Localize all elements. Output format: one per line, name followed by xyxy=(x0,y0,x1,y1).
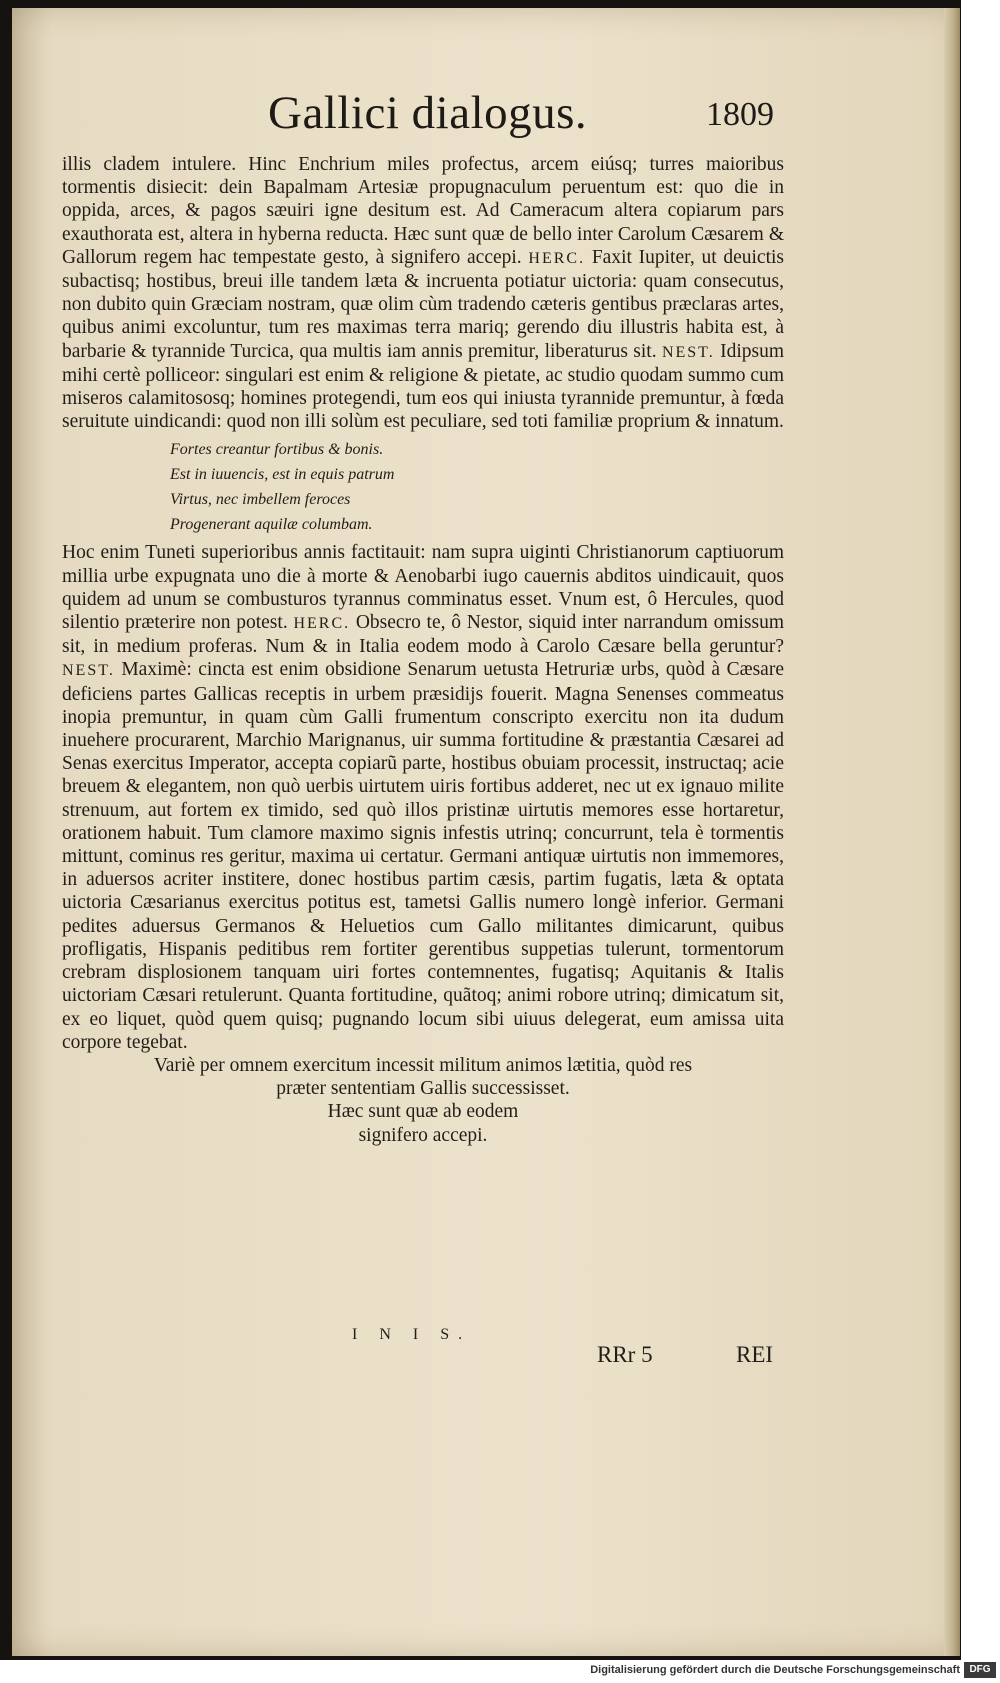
verse-line: Progenerant aquilæ columbam. xyxy=(170,516,373,534)
page-number: 1809 xyxy=(706,96,774,133)
text-run: Hoc enim Tuneti superioribus annis factitauit: nam supra uiginti Christianorum captiuorum millia urbe expugnata uno die à morte & Aenobarbi iugo cauernis abditos uindicauit, quos quidem ad unum se combusturos tyrannus comminatus esset. Vnum est, ô Hercules, quod silentio præterire non potest. xyxy=(62,542,784,634)
closing-lines: Hæc sunt quæ ab eodem signifero accepi. xyxy=(327,1101,519,1146)
verse-line: Fortes creantur fortibus & bonis. xyxy=(170,441,384,459)
closing-lines: Variè per omnem exercitum incessit militum animos lætitia, quòd res præter sententiam Gallis successisset. xyxy=(153,1054,693,1100)
speaker-label: NEST. xyxy=(661,343,715,361)
verse-line: Virtus, nec imbellem feroces xyxy=(170,491,351,509)
running-head xyxy=(12,86,960,156)
speaker-label: NEST. xyxy=(62,662,115,680)
paragraph xyxy=(62,153,784,433)
speaker-label: HERC. xyxy=(293,615,351,633)
text-run: Obsecro te, ô Nestor, siquid inter narrandum omissum sit, in medium proferas. Num & in Italia eodem modo à Carolo Cæsare bella geruntur? xyxy=(62,612,785,658)
signature-mark: RRr 5 xyxy=(597,1342,653,1367)
paragraph xyxy=(62,541,784,1053)
verse-quotation xyxy=(170,437,784,537)
verse-line: Est in iuuencis, est in equis patrum xyxy=(170,466,395,484)
text-run: Faxit Iupiter, ut deuictis subactisq; hostibus, breui ille tandem læta & incruenta potiatur uictoria: quam consecutus, non dubito quin Græciam nostram, quæ olim cùm tradendo cæteris gentibus præclaras artes, quibus animi excoluntur, tum res maximas terra mariq; gerendo diu illustris habita est, à barbarie & tyrannide Turcica, qua multis iam annis premitur, liberaturus sit. xyxy=(62,246,784,362)
book-page xyxy=(12,8,960,1656)
digitization-credit: Digitalisierung gefördert durch die Deutsche Forschungsgemeinschaft xyxy=(590,1664,960,1676)
dfg-logo: DFG xyxy=(964,1662,996,1678)
text-run: Idipsum mihi certè polliceor: singulari est enim & religione & pietate, ac studio quodam summo cum miseros calamitososq; homines protegendi, tum eos qui iniusta tyrannide premuntur, à fœda seruitute uindicandi: quod non illi solùm est peculiare, sed toti familiæ proprium & innatum. xyxy=(62,340,785,433)
speaker-label: HERC. xyxy=(528,249,586,267)
main-text xyxy=(62,153,784,1147)
text-run: Maximè: cincta est enim obsidione Senarum uetusta Hetruriæ urbs, quòd à Cæsare deficiens partes Gallicas receptis in urbem præsidijs fouerit. Magna Senenses commeatus inopia premuntur, in quam cùm Galli frumentum conscripto exercitu non ita dudum inuehere procurarent, Marchio Marignanus, uir summa fortitudine & præstantia Cæsarei ad Senas exercitus Imperator, accepta copiarũ parte, hostibus obuiam processit, instructaq; acie breuem & elegantem, non quò uerbis uirtutem uiris fortibus adderet, nec ut ex ignauo milite strenuum, aut fortem ex timido, sed quò illos pristinæ uirtutis memores esse hortaretur, orationem habuit. Tum clamore maximo signis infestis utrinq; concurrunt, tela è tormentis mittunt, cominus res geritur, maxima ui certatur. Germani antiquæ uirtutis non immemores, in aduersos acriter institere, donec hostibus partim cæsis, partim fugatis, læta & optata uictoria Cæsarianus exercitus potitus est, tametsi Gallis numero longè inferior. Germani pedites aduersus Germanos & Heluetios cum Gallo militantes dimicarunt, quibus profligatis, Hispanis peditibus rem fortiter gerentibus suppetias tulerunt, tormentorum crebram displosionem tanquam uiri fortes contemnentes, fugatisq; Aquitanis & Italis uictoriam Cæsari retulerunt. Quanta fortitudine, quãtoq; animi robore utrinq; dimicatum sit, ex eo liquet, quòd quem quisq; pugnando locum sibi uiuus delegerat, eum amissa uita corpore tegebat. xyxy=(62,659,784,1053)
running-title: Gallici dialogus. xyxy=(268,87,588,139)
page-edge xyxy=(944,8,960,1656)
finis-mark: I N I S. xyxy=(352,1326,472,1343)
catchword: REI xyxy=(736,1342,774,1367)
text-run: illis cladem intulere. Hinc Enchrium miles profectus, arcem eiúsq; turres maioribus tormentis disiecit: dein Bapalmam Artesiæ propugnaculum peruentum est: quo die in oppida, arces, & pagos sæuiri igne desitum est. Ad Cameracum altera copiarum pars exauthorata est, altera in hyberna reducta. Hæc sunt quæ de bello inter Carolum Cæsarem & Gallorum regem hac tempestate gesto, à signifero accepi. xyxy=(62,154,784,268)
